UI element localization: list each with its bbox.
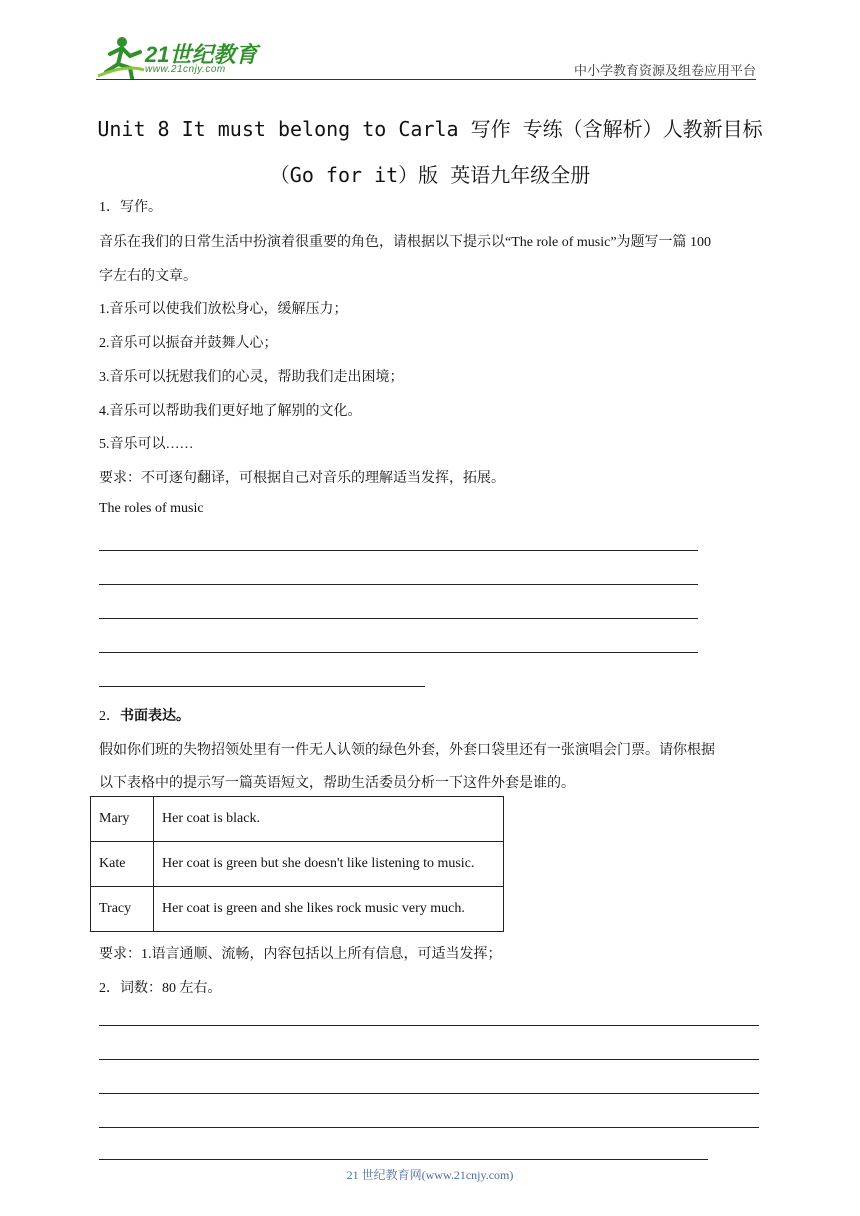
answer-line[interactable] xyxy=(99,584,698,585)
table-cell-desc: Her coat is black. xyxy=(154,797,504,842)
footer-divider xyxy=(99,1159,708,1160)
table-row xyxy=(91,842,504,887)
q2-heading xyxy=(99,705,190,725)
table-cell-name: Kate xyxy=(91,842,154,887)
page-title xyxy=(96,106,764,198)
table-cell-name: Mary xyxy=(91,797,154,842)
title-line-2: （Go for it）版 英语九年级全册 xyxy=(269,163,591,187)
q1-prompt-line-1: 音乐在我们的日常生活中扮演着很重要的角色，请根据以下提示以“The role of music”为题写一篇 100 xyxy=(99,235,712,250)
q2-prompt-line-2: 以下表格中的提示写一篇英语短文，帮助生活委员分析一下这件外套是谁的。 xyxy=(99,776,575,791)
table-cell-desc: Her coat is green but she doesn't like listening to music. xyxy=(154,842,504,887)
table-cell-desc: Her coat is green and she likes rock music very much. xyxy=(154,887,504,932)
q1-essay-title: The roles of music xyxy=(99,501,204,516)
answer-line[interactable] xyxy=(99,618,698,619)
q2-prompt-line-1: 假如你们班的失物招领处里有一件无人认领的绿色外套，外套口袋里还有一张演唱会门票。请你根据 xyxy=(99,743,715,758)
q1-prompt-line-2: 字左右的文章。 xyxy=(99,269,197,284)
header-divider xyxy=(96,79,756,80)
title-line-1: Unit 8 It must belong to Carla 写作 专练（含解析）人教新目标 xyxy=(97,117,763,141)
answer-line[interactable] xyxy=(99,1127,759,1128)
q1-requirement: 要求：不可逐句翻译，可根据自己对音乐的理解适当发挥，拓展。 xyxy=(99,471,505,486)
clue-table xyxy=(90,796,504,932)
answer-line[interactable] xyxy=(99,550,698,551)
table-cell-name: Tracy xyxy=(91,887,154,932)
q2-requirement-2: 2．词数：80 左右。 xyxy=(99,981,222,996)
answer-line[interactable] xyxy=(99,686,425,687)
platform-name: 中小学教育资源及组卷应用平台 xyxy=(573,63,756,78)
table-row xyxy=(91,887,504,932)
q2-number: 2． xyxy=(99,709,120,724)
answer-line[interactable] xyxy=(99,1025,759,1026)
q1-point: 4.音乐可以帮助我们更好地了解别的文化。 xyxy=(99,404,362,419)
q2-requirement-1: 要求：1.语言通顺、流畅，内容包括以上所有信息，可适当发挥； xyxy=(99,947,502,962)
answer-line[interactable] xyxy=(99,652,698,653)
table-row xyxy=(91,797,504,842)
logo-url: www.21cnjy.com xyxy=(145,64,226,75)
q1-point: 5.音乐可以…… xyxy=(99,437,194,452)
answer-line[interactable] xyxy=(99,1093,759,1094)
q2-title: 书面表达。 xyxy=(120,709,190,724)
q1-point: 1.音乐可以使我们放松身心，缓解压力； xyxy=(99,302,348,317)
footer-text: 21 世纪教育网(www.21cnjy.com) xyxy=(346,1168,514,1182)
q1-number: 1．写作。 xyxy=(99,200,162,215)
q1-point: 2.音乐可以振奋并鼓舞人心； xyxy=(99,336,278,351)
logo-text: 21世纪教育 xyxy=(145,42,258,67)
q1-point: 3.音乐可以抚慰我们的心灵，帮助我们走出困境； xyxy=(99,370,404,385)
answer-line[interactable] xyxy=(99,1059,759,1060)
